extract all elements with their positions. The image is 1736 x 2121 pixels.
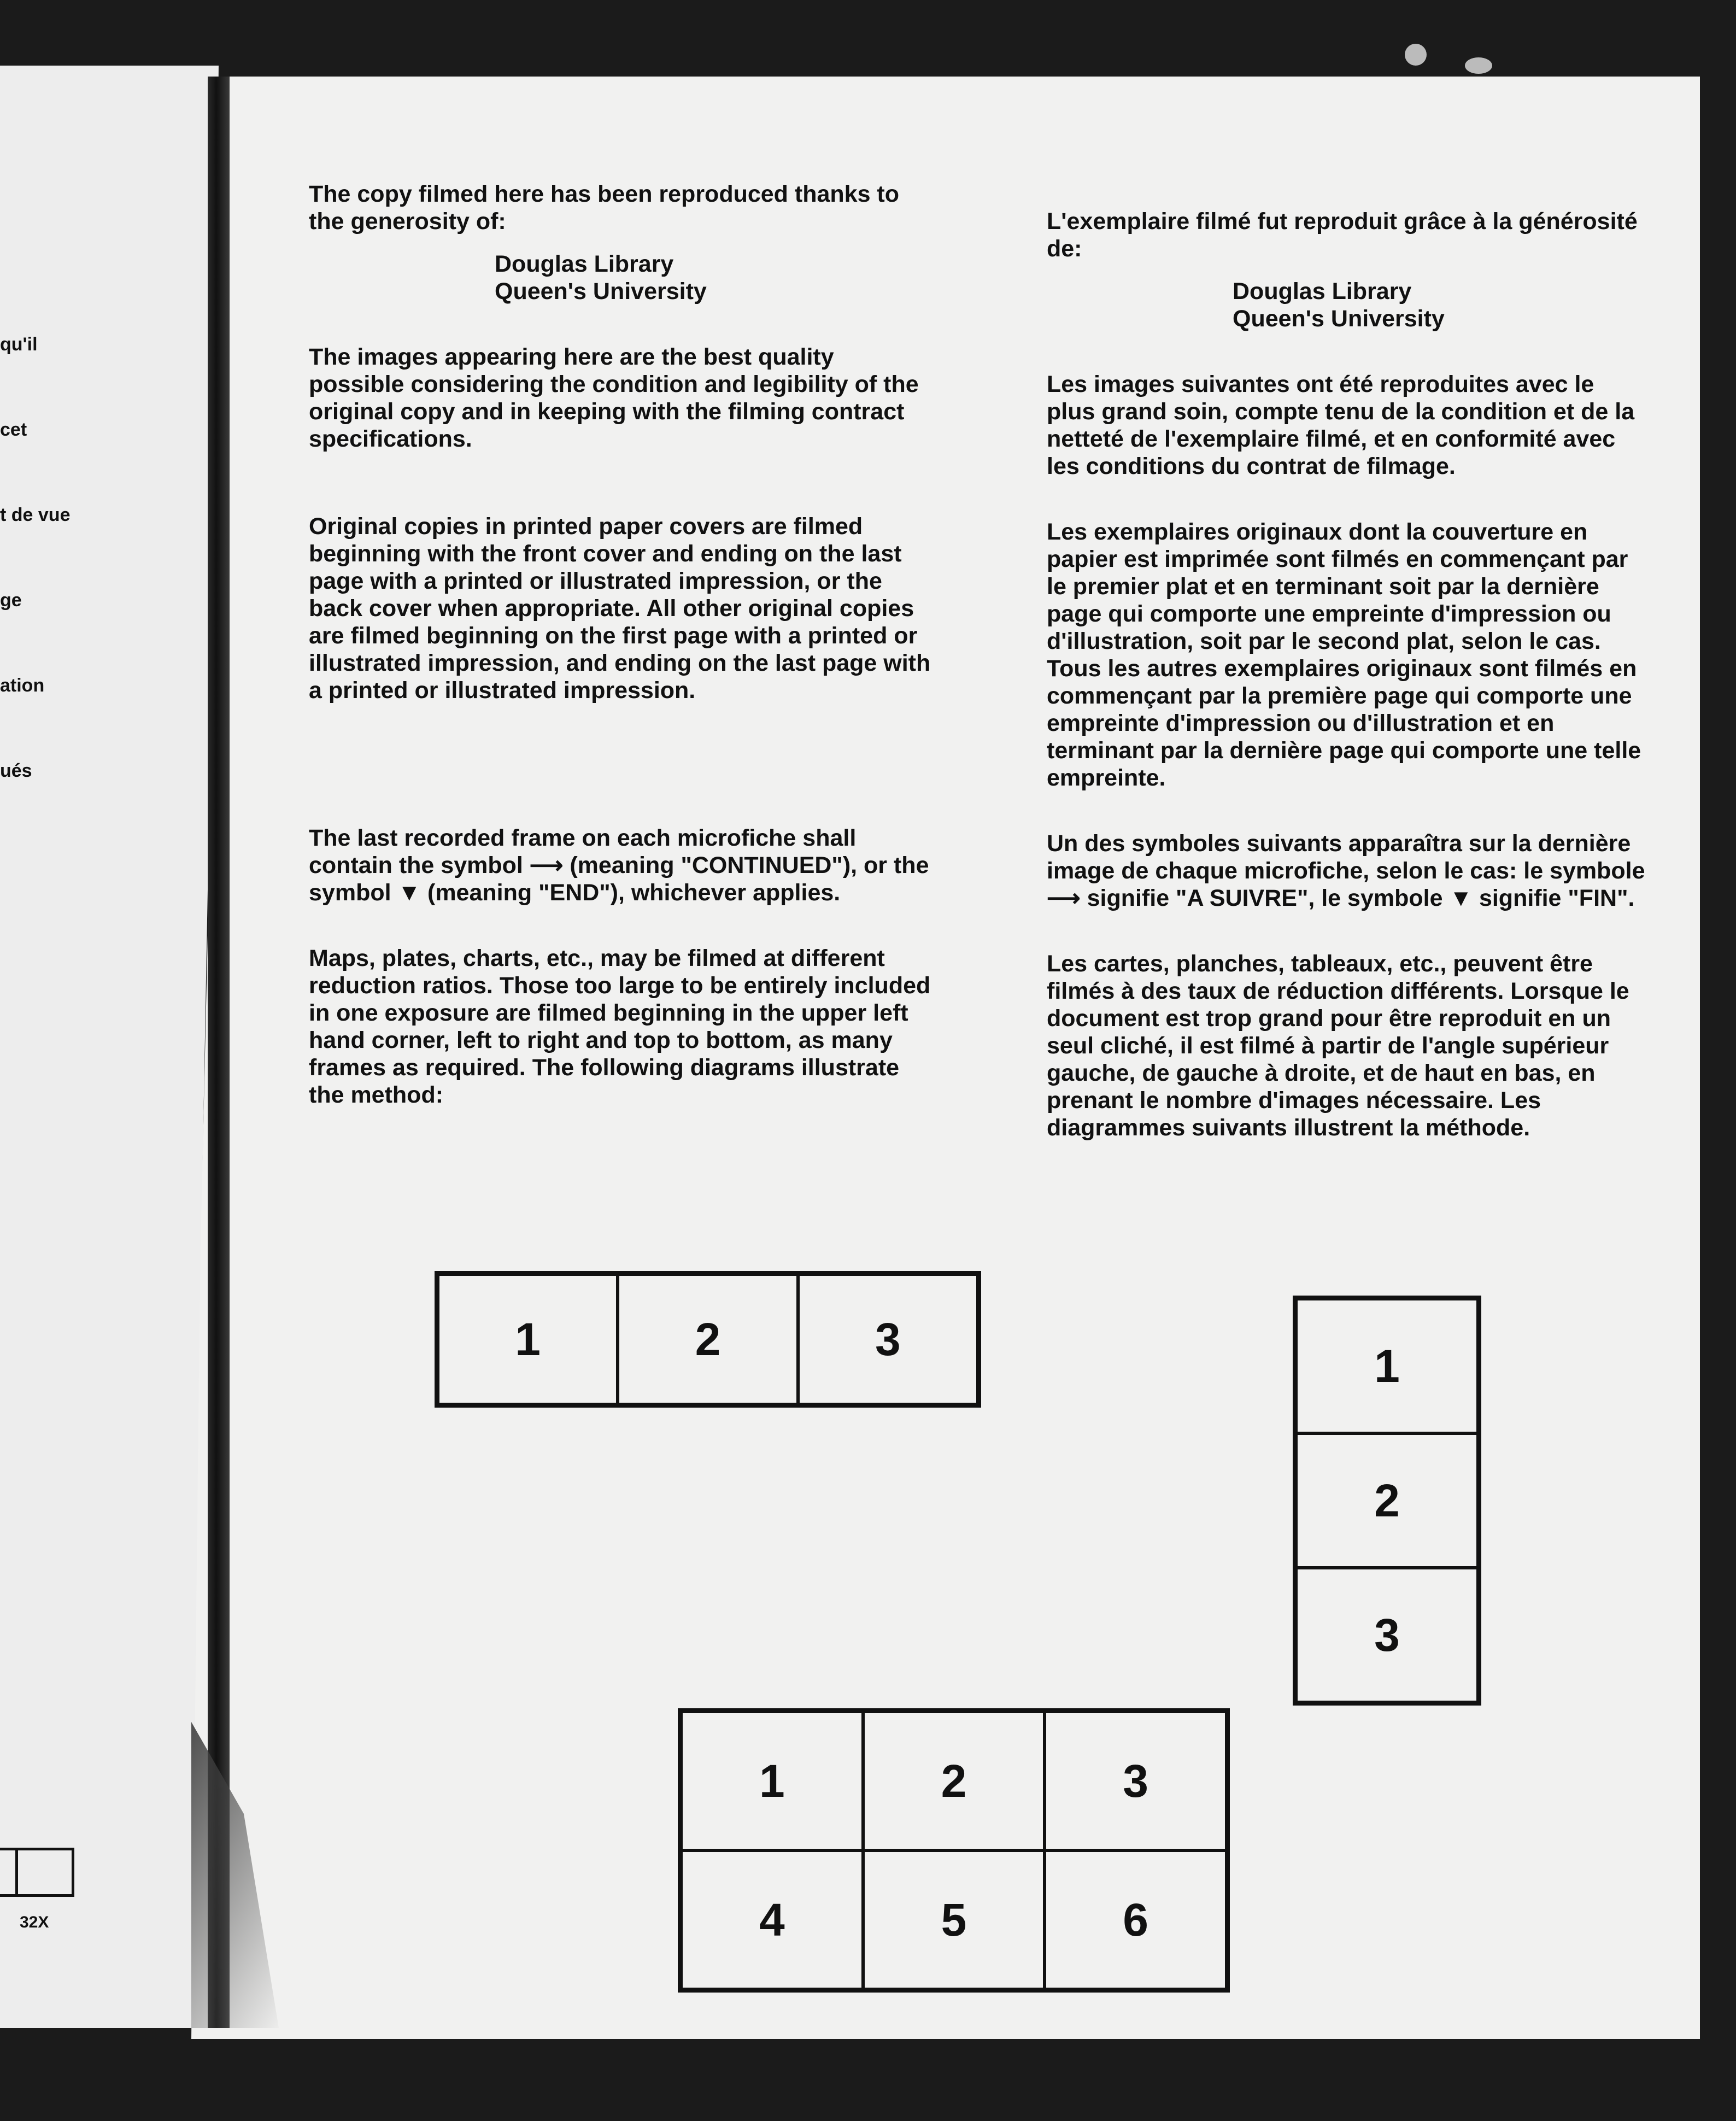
diagram-frame: 1 bbox=[1296, 1299, 1478, 1433]
left-fragment-line: ge bbox=[0, 590, 22, 611]
diagram-grid-of-six bbox=[678, 1708, 1230, 1993]
scan-speck bbox=[1465, 57, 1492, 74]
left-fragment-line: qu'il bbox=[0, 334, 38, 355]
diagram-frame: 3 bbox=[798, 1274, 978, 1404]
french-originals-paragraph: Les exemplaires originaux dont la couverture en papier est imprimée sont filmés en commençant par le premier plat et en terminant soit par la dernière page qui comporte une empreinte d'impression ou d'illustration, soit par le second plat, selon le cas. Tous les autres exemplaires originaux sont filmés en commençant par la première page qui comporte une empreinte d'impression ou d'illustration et en terminant par la dernière page qui comporte une telle empreinte. bbox=[1047, 519, 1641, 791]
diagram-frame: 3 bbox=[1045, 1712, 1227, 1850]
diagram-frame: 4 bbox=[681, 1850, 863, 1989]
left-fragment-line: ation bbox=[0, 675, 45, 696]
french-maps-paragraph: Les cartes, planches, tableaux, etc., peuvent être filmés à des taux de réduction différents. Lorsque le document est trop grand pour être reproduit en un seul cliché, il est filmé à partir de l'angle supérieur gauche, de gauche à droite, et de haut en bas, en prenant le nombre d'images nécessaire. Les diagrammes suivants illustrent la méthode. bbox=[1047, 951, 1629, 1141]
french-quality-paragraph: Les images suivantes ont été reproduites avec le plus grand soin, compte tenu de la condition et de la netteté de l'exemplaire filmé, et en conformité avec les conditions du contrat de filmage. bbox=[1047, 371, 1635, 479]
english-quality-paragraph: The images appearing here are the best quality possible considering the condition and legibility of the original copy and in keeping with the filming contract specifications. bbox=[309, 344, 919, 452]
french-column bbox=[1047, 208, 1648, 1141]
english-maps-paragraph: Maps, plates, charts, etc., may be filmed at different reduction ratios. Those too large to be entirely included in one exposure are filmed beginning in the upper left hand corner, left to right and top to bottom, as many frames as required. The following diagrams illustrate the method: bbox=[309, 945, 931, 1108]
left-page-label: 32X bbox=[20, 1913, 49, 1931]
diagram-frame: 2 bbox=[618, 1274, 797, 1404]
diagram-frame: 2 bbox=[863, 1712, 1045, 1850]
french-library-name: Douglas Library bbox=[1233, 278, 1412, 304]
left-page-boxes bbox=[0, 1848, 74, 1897]
english-thanks: The copy filmed here has been reproduced thanks to the generosity of: bbox=[309, 181, 900, 235]
left-fragment-line: t de vue bbox=[0, 505, 71, 525]
diagram-frame: 3 bbox=[1296, 1568, 1478, 1702]
diagram-frame: 2 bbox=[1296, 1433, 1478, 1568]
french-symbols-paragraph: Un des symboles suivants apparaîtra sur la dernière image de chaque microfiche, selon le cas: le symbole ⟶ signifie "A SUIVRE", le symbole ▼ signifie "FIN". bbox=[1047, 830, 1645, 911]
diagram-frame: 1 bbox=[681, 1712, 863, 1850]
english-university-name: Queen's University bbox=[495, 278, 707, 304]
diagram-frame: 6 bbox=[1045, 1850, 1227, 1989]
diagram-row-of-three bbox=[435, 1271, 981, 1408]
french-university-name: Queen's University bbox=[1233, 306, 1445, 332]
left-fragment-line: ués bbox=[0, 760, 32, 781]
english-symbols-paragraph: The last recorded frame on each microfiche shall contain the symbol ⟶ (meaning "CONTINUED"), or the symbol ▼ (meaning "END"), whichever applies. bbox=[309, 825, 929, 906]
page-spine bbox=[208, 77, 230, 2028]
english-library-name: Douglas Library bbox=[495, 251, 674, 277]
diagram-frame: 5 bbox=[863, 1850, 1045, 1989]
scan-speck bbox=[1405, 44, 1427, 66]
diagram-frame: 1 bbox=[438, 1274, 618, 1404]
french-thanks: L'exemplaire filmé fut reproduit grâce à la générosité de: bbox=[1047, 208, 1638, 262]
english-column bbox=[309, 180, 932, 1109]
diagram-column-of-three bbox=[1293, 1296, 1481, 1706]
left-fragment-line: cet bbox=[0, 419, 27, 440]
english-originals-paragraph: Original copies in printed paper covers are filmed beginning with the front cover and ending on the last page with a printed or illustrated impression, or the back cover when appropriate. All other original copies are filmed beginning on the first page with a printed or illustrated impression, and ending on the last page with a printed or illustrated impression. bbox=[309, 513, 931, 704]
left-page-text-fragment bbox=[0, 273, 180, 813]
